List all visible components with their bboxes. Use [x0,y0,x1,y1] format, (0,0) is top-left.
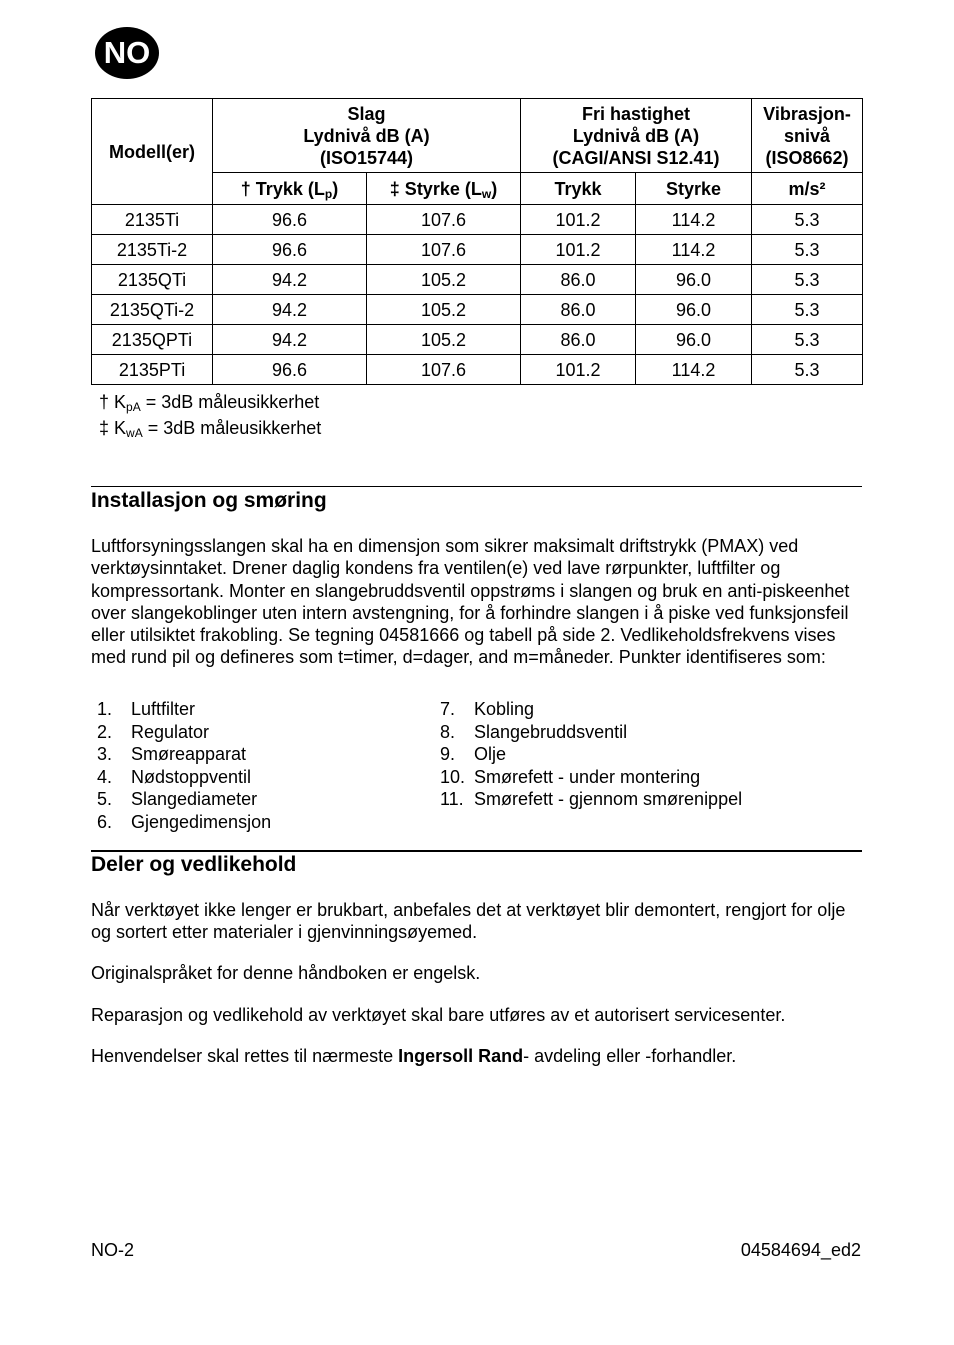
table-cell: 94.2 [213,265,367,295]
list-item [440,766,742,789]
table-row [92,235,863,265]
list-item [440,698,742,721]
list-item [97,721,271,744]
table-cell: 86.0 [521,265,636,295]
table-cell: 5.3 [752,325,863,355]
table-cell: 105.2 [367,265,521,295]
section-title-installation: Installasjon og smøring [91,489,327,512]
table-row [92,265,863,295]
footnote-kpa: † $K_{pA} = 3dB$ måleusikkerhet [99,392,320,414]
list-item [97,766,271,789]
table-cell: 86.0 [521,325,636,355]
list-item [97,743,271,766]
table-row [92,355,863,385]
list-item [440,788,742,811]
table-cell: 2135PTi [92,355,213,385]
installation-paragraph: Luftforsyningsslangen skal ha en dimensjon som sikrer maksimalt driftstrykk (PMAX) ved verktøysinntaket. Drener daglig kondens fra ventilen(e) ved lave rørpunkter, luftfilter og kompressortank. Monter en slangebruddsventil oppstrøms i slangen og bruk en anti-piskeenhet over slangekoblinger uten intern avstengning, for å forhindre slangen i å piske ved funksjonsfeil eller utilsiktet frakobling. Se tegning 04581666 og tabell på side 2. Vedlikeholdsfrekvens vises med rund pil og defineres som t=timer, d=dager, and m=måneder. Punkter identifiseres som: [91,536,850,668]
table-cell: 2135Ti-2 [92,235,213,265]
table-cell: 96.6 [213,355,367,385]
table-cell: 105.2 [367,325,521,355]
list-item-number: 7. [440,699,456,719]
table-cell: 5.3 [752,265,863,295]
table-cell: 5.3 [752,355,863,385]
list-item-number: 8. [440,721,456,742]
header-slag: Slag Lydnivå dB (A) (ISO15744) [213,99,521,173]
parts-paragraph-4: Henvendelser skal rettes til nærmeste Ingersoll Rand- avdeling eller -forhandler. [91,1046,737,1066]
list-item-text: Olje [474,744,507,764]
table-cell: 5.3 [752,235,863,265]
list-item [97,811,271,834]
brand-name: Ingersoll Rand [398,1046,524,1066]
list-item-number: 4. [97,766,113,787]
table-cell: 96.0 [636,295,752,325]
list-item-number: 6. [97,811,113,832]
list-item [97,698,271,721]
subheader-styrke: Styrke [636,173,752,205]
language-badge: NO [95,27,159,79]
table-cell: 105.2 [367,295,521,325]
table-cell: 107.6 [367,235,521,265]
list-item-text: Luftfilter [131,699,196,719]
list-item-number: 10. [440,766,466,787]
parts-paragraph-2: Originalspråket for denne håndboken er engelsk. [91,963,481,983]
list-item-number: 3. [97,744,113,764]
header-model: Modell(er) [92,99,213,205]
parts-paragraph-3: Reparasjon og vedlikehold av verktøyet skal bare utføres av et autorisert servicesenter. [91,1005,786,1025]
header-vibrasjon: Vibrasjon- snivå (ISO8662) [752,99,863,173]
table-cell: 96.6 [213,205,367,235]
subheader-unit: m/s² [752,173,863,205]
section-title-parts: Deler og vedlikehold [91,853,297,876]
list-item-text: Kobling [474,699,535,719]
table-row [92,295,863,325]
section-divider [91,850,862,852]
list-item-text: Nødstoppventil [131,766,252,787]
list-item-text: Smørefett - gjennom smørenippel [474,789,743,809]
list-item-number: 1. [97,699,113,719]
table-cell: 114.2 [636,235,752,265]
table-cell: 94.2 [213,295,367,325]
table-cell: 96.0 [636,265,752,295]
list-item-text: Regulator [131,721,210,742]
table-row [92,205,863,235]
table-cell: 96.6 [213,235,367,265]
table-body [92,205,863,385]
page-number: NO-2 [91,1240,135,1260]
table-cell: 114.2 [636,205,752,235]
table-cell: 2135QTi [92,265,213,295]
table-cell: 5.3 [752,205,863,235]
table-cell: 114.2 [636,355,752,385]
subheader-trykk-lp: † Trykk $(L_p)$ [213,173,367,205]
table-cell: 107.6 [367,355,521,385]
table-cell: 86.0 [521,295,636,325]
footnote-kwa: ‡ $K_{wA} = 3dB$ måleusikkerhet [99,418,322,440]
parts-paragraph-1: Når verktøyet ikke lenger er brukbart, anbefales det at verktøyet blir demontert, rengjort for olje og sortert etter materialer i gjenvinningsøyemed. [91,900,846,943]
subheader-styrke-lw: ‡ Styrke $(L_w)$ [367,173,521,205]
table-row [92,325,863,355]
list-item-number: 5. [97,789,113,809]
list-item-text: Gjengedimensjon [131,811,272,832]
table-cell: 2135QPTi [92,325,213,355]
list-item-text: Smøreapparat [131,744,247,764]
table-cell: 101.2 [521,355,636,385]
list-item [97,788,271,811]
table-cell: 101.2 [521,205,636,235]
table-cell: 2135QTi-2 [92,295,213,325]
subheader-trykk: Trykk [521,173,636,205]
document-number: 04584694_ed2 [740,1240,861,1260]
table-cell: 2135Ti [92,205,213,235]
list-item-number: 2. [97,721,113,742]
list-item-text: Smørefett - under montering [474,766,701,787]
list-item-text: Slangebruddsventil [474,721,628,742]
table-cell: 5.3 [752,295,863,325]
list-item-number: 11. [440,789,464,809]
section-divider [91,486,862,487]
list-item-text: Slangediameter [131,789,258,809]
header-fri-hastighet: Fri hastighet Lydnivå dB (A) (CAGI/ANSI S12.41) [521,99,752,173]
table-cell: 96.0 [636,325,752,355]
table-cell: 107.6 [367,205,521,235]
specification-table [91,98,863,385]
table-cell: 101.2 [521,235,636,265]
points-list-right [440,698,742,811]
points-list-left [97,698,271,833]
list-item [440,743,742,766]
list-item-number: 9. [440,744,456,764]
table-cell: 94.2 [213,325,367,355]
list-item [440,721,742,744]
